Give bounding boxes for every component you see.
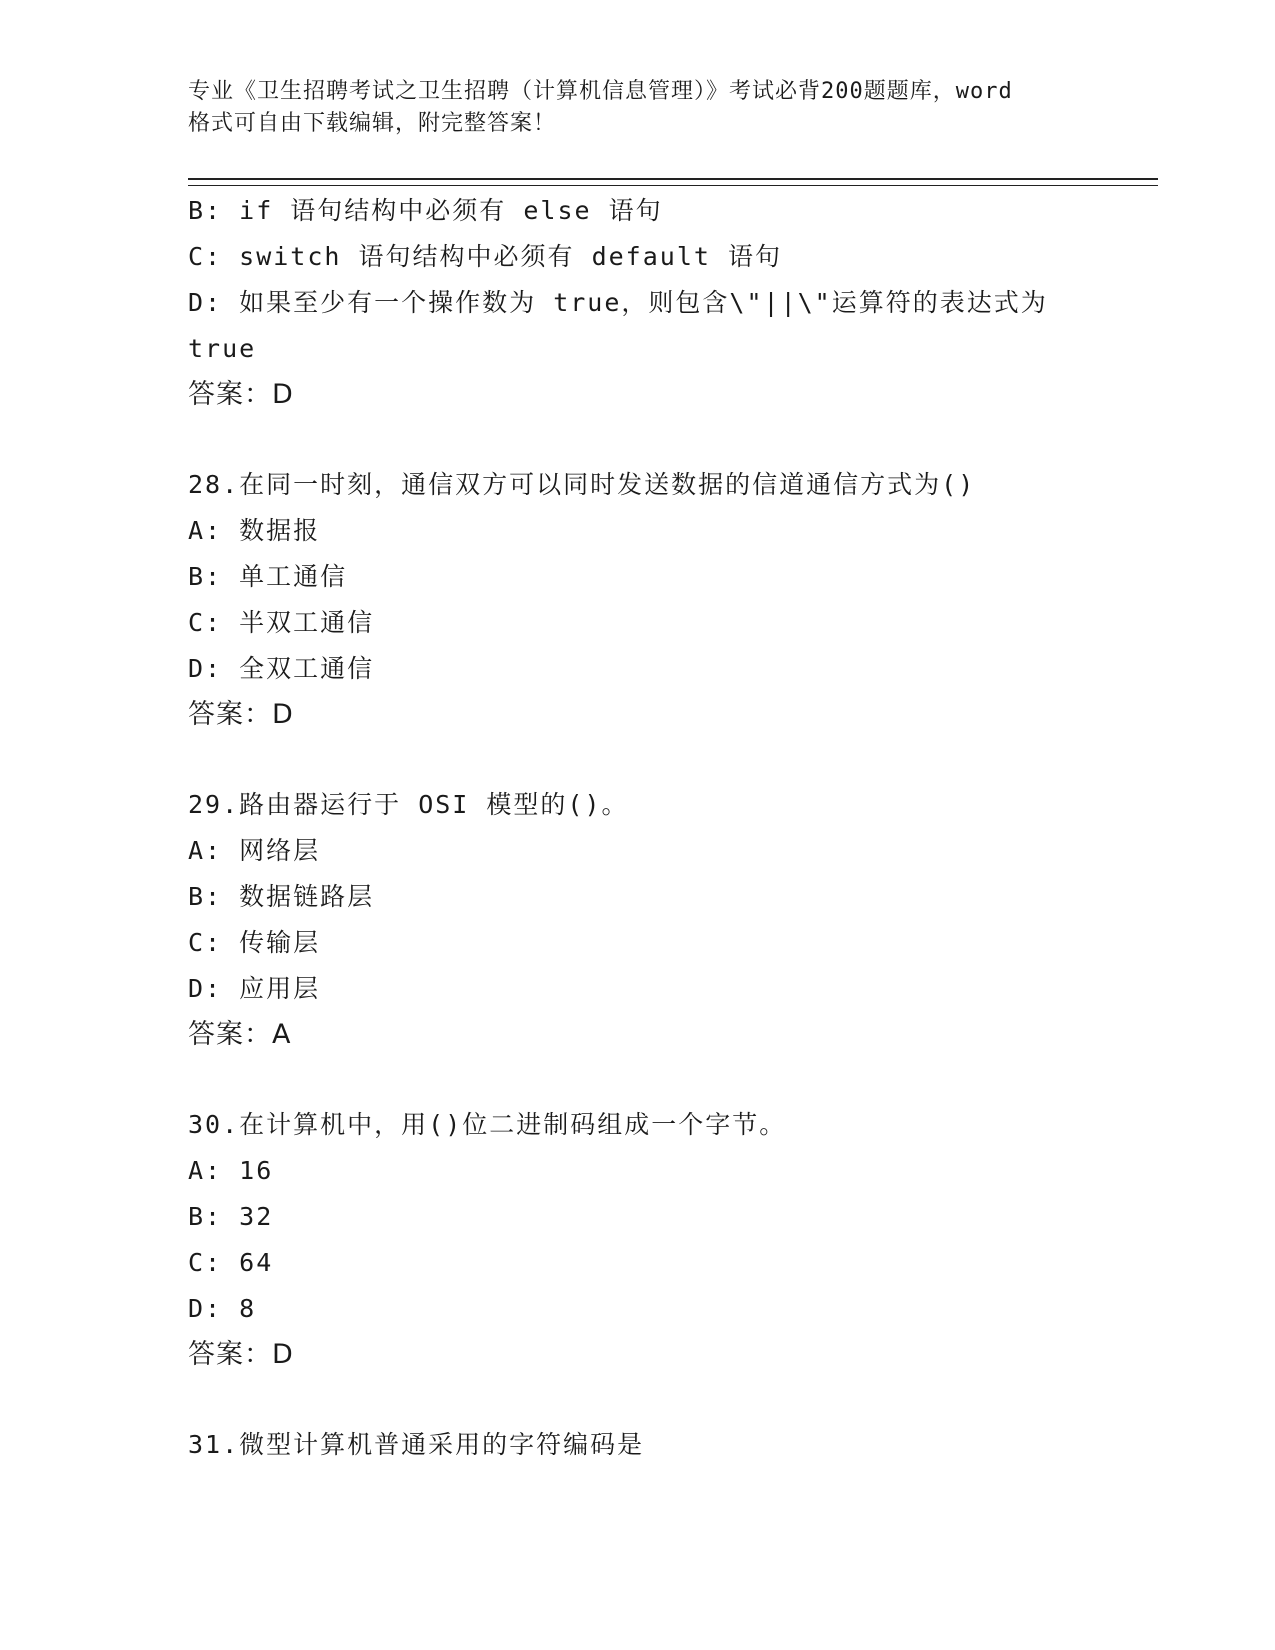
question-28 [188, 462, 1148, 738]
option-d: D: 如果至少有一个操作数为 true，则包含\"||\"运算符的表达式为 [188, 288, 1048, 317]
option-d: D: 8 [188, 1294, 257, 1323]
option-b: B: if 语句结构中必须有 else 语句 [188, 196, 663, 225]
question-31 [188, 1422, 1148, 1468]
answer: 答案：D [188, 699, 294, 730]
option-b: B: 单工通信 [188, 562, 348, 591]
question-27-partial [188, 188, 1148, 418]
spacer [188, 1378, 1148, 1422]
option-b: B: 32 [188, 1202, 274, 1231]
header-divider [188, 178, 1158, 186]
answer: 答案：D [188, 1339, 294, 1370]
answer: 答案：D [188, 379, 294, 410]
option-c: C: switch 语句结构中必须有 default 语句 [188, 242, 782, 271]
question-list [188, 188, 1148, 1468]
spacer [188, 418, 1148, 462]
option-b: B: 数据链路层 [188, 882, 375, 911]
spacer [188, 1058, 1148, 1102]
question-text: 29.路由器运行于 OSI 模型的()。 [188, 790, 629, 819]
option-d-continued: true [188, 334, 257, 363]
header-title-line-1: 专业《卫生招聘考试之卫生招聘（计算机信息管理）》考试必背200题题库，word [188, 79, 1013, 104]
question-30 [188, 1102, 1148, 1378]
option-a: A: 数据报 [188, 516, 321, 545]
option-c: C: 64 [188, 1248, 274, 1277]
document-header [188, 76, 1088, 140]
option-c: C: 传输层 [188, 928, 321, 957]
option-a: A: 网络层 [188, 836, 321, 865]
answer: 答案：A [188, 1019, 292, 1050]
option-a: A: 16 [188, 1156, 274, 1185]
question-text: 31.微型计算机普通采用的字符编码是 [188, 1430, 645, 1459]
question-29 [188, 782, 1148, 1058]
option-c: C: 半双工通信 [188, 608, 375, 637]
question-text: 30.在计算机中，用()位二进制码组成一个字节。 [188, 1110, 787, 1139]
option-d: D: 全双工通信 [188, 654, 375, 683]
question-text: 28.在同一时刻，通信双方可以同时发送数据的信道通信方式为() [188, 470, 976, 499]
option-d: D: 应用层 [188, 974, 321, 1003]
spacer [188, 738, 1148, 782]
header-title-line-2: 格式可自由下载编辑，附完整答案！ [188, 111, 557, 136]
